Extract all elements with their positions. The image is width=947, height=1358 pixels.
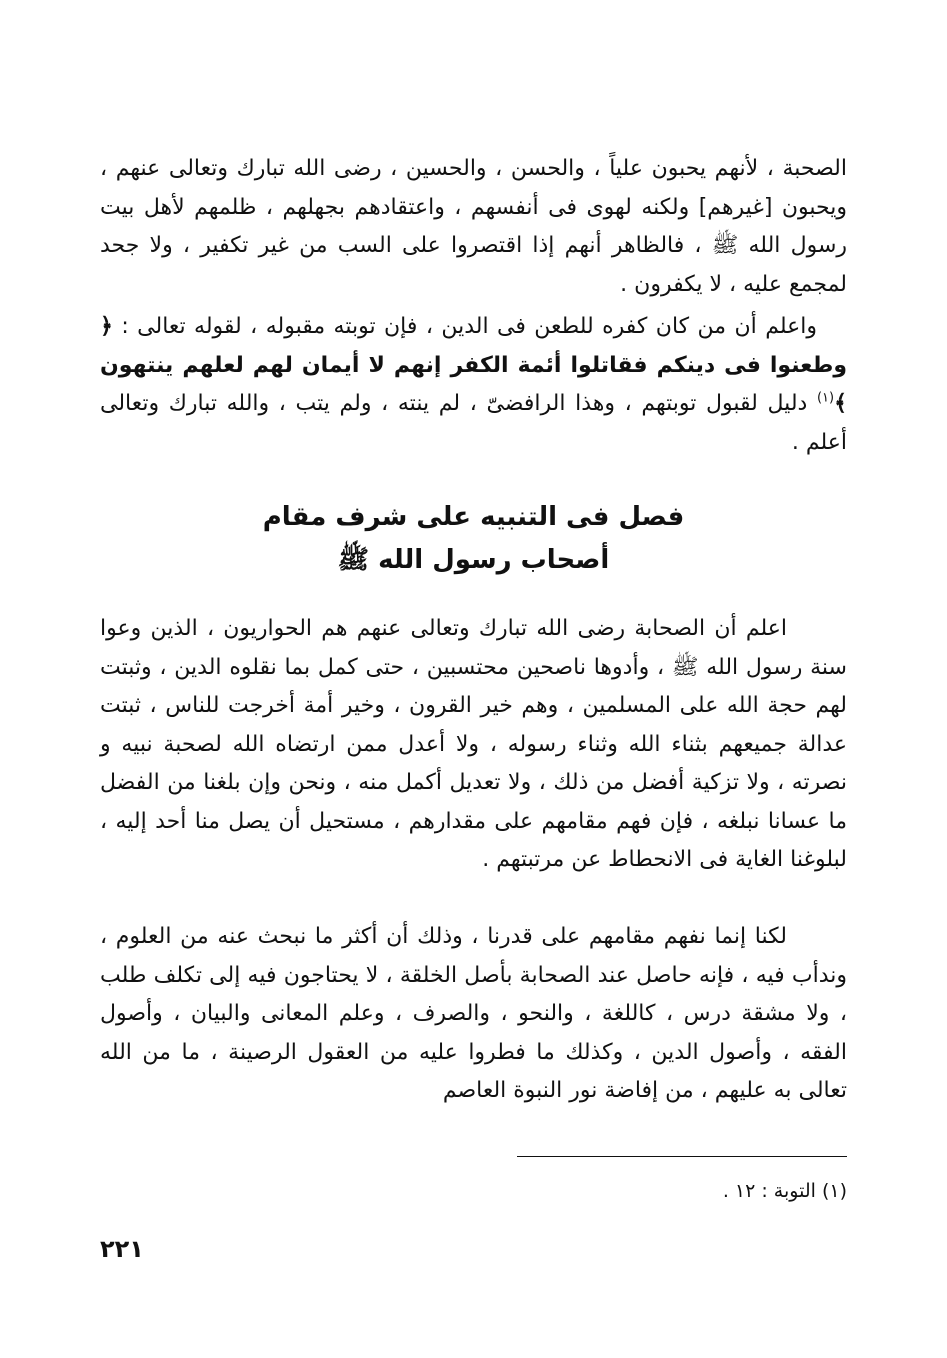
paragraph-2-intro: واعلم أن من كان كفره للطعن فى الدين ، فإن توبته مقبوله ، لقوله تعالى : [112, 314, 817, 339]
paragraph-2-conclusion: دليل لقبول توبتهم ، وهذا الرافضىّ ، لم ينته ، ولم يتب ، والله تبارك وتعالى أعلم . [100, 391, 847, 455]
footnote-divider [517, 1156, 847, 1157]
quran-verse: ﴿ وطعنوا فى دينكم فقاتلوا أئمة الكفر إنهم لا أيمان لهم لعلهم ينتهون ﴾ [100, 314, 847, 416]
footnote: (١) التوبة : ١٢ . [722, 1180, 847, 1202]
paragraph-2 [100, 308, 847, 462]
paragraph-3: اعلم أن الصحابة رضى الله تبارك وتعالى عنهم هم الحواريون ، الذين وعوا سنة رسول الله ﷺ ، وأدوها ناصحين محتسبين ، حتى كمل بما نقلوه الدين ، وثبتت لهم حجة الله على المسلمين ، وهم خير القرون ، وخير أمة أخرجت للناس ، ثبتت عدالة جميعهم بثناء الله وثناء رسوله ، ولا أعدل ممن ارتضاه الله لصحبة نبيه و نصرته ، ولا تزكية أفضل من ذلك ، ولا تعديل أكمل منه ، ونحن وإن بلغنا من الفضل ما عسانا نبلغه ، فإن فهم مقامهم على مقدارهم ، مستحيل أن يصل منا أحد إليه ، لبلوغنا الغاية فى الانحطاط عن مرتبتهم . [100, 616, 847, 872]
paragraph-4: لكنا إنما نفهم مقامهم على قدرنا ، وذلك أن أكثر ما نبحث عنه من العلوم ، وندأب فيه ، فإنه حاصل عند الصحابة بأصل الخلقة ، لا يحتاجون فيه إلى تكلف طلب ، ولا مشقة درس ، كاللغة ، والنحو ، والصرف ، وعلم المعانى والبيان ، وأصول الفقه ، وأصول الدين ، وكذلك ما فطروا عليه من العقول الرصينة ، ما من الله تعالى به عليهم ، من إفاضة نور النبوة العاصم [100, 924, 847, 1103]
page-number: ٢٢١ [100, 1235, 144, 1263]
footnote-reference[interactable]: (١) [816, 390, 835, 406]
paragraph-1: الصحبة ، لأنهم يحبون علياً ، والحسن ، والحسين ، رضى الله تبارك وتعالى عنهم ، ويحبون [غيرهم] ولكنه لهوى فى أنفسهم ، واعتقادهم بجهلهم ، ظلمهم لأهل بيت رسول الله ﷺ ، فالظاهر أنهم إذا اقتصروا على السب من غير تكفير ، ولا جحد لمجمع عليه ، لا يكفرون . [100, 156, 847, 297]
section-heading-line-1: فصل فى التنبيه على شرف مقام [262, 502, 685, 532]
section-heading-line-2: أصحاب رسول الله ﷺ [337, 545, 610, 575]
book-page [100, 0, 847, 1358]
